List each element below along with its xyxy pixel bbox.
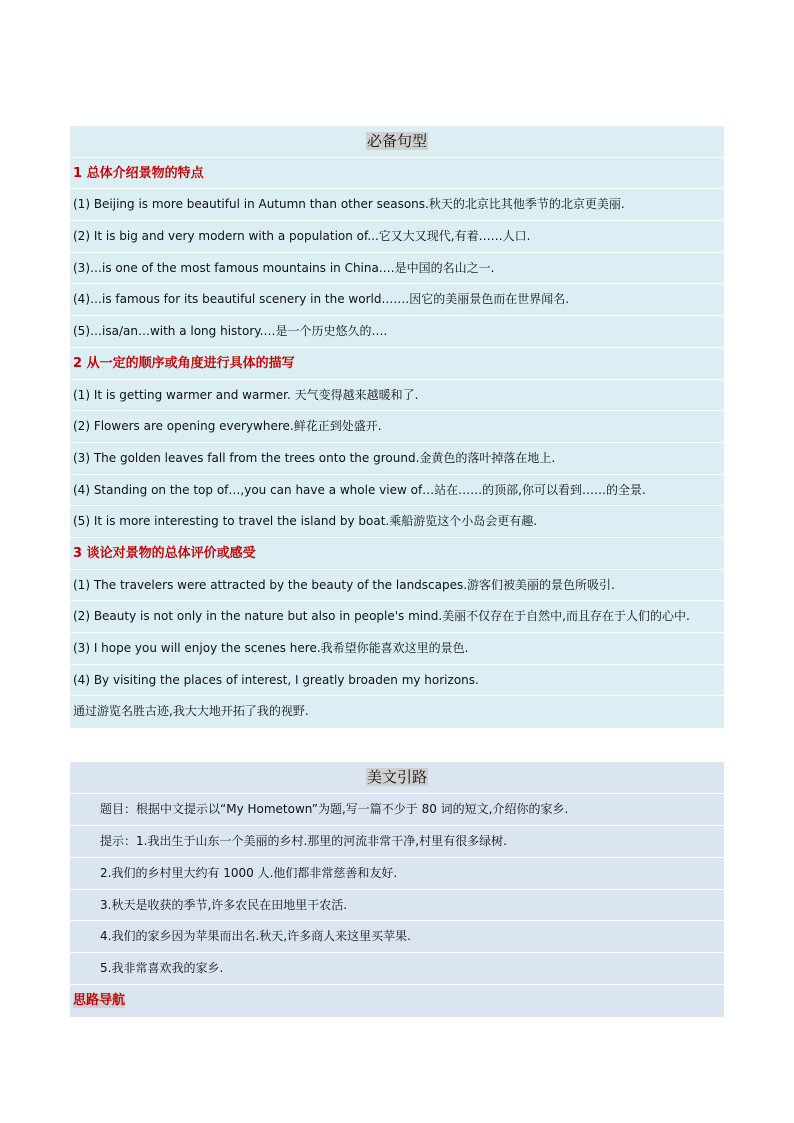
essay-line: 3.秋天是收获的季节,许多农民在田地里干农活. — [70, 890, 724, 922]
model-essay-section — [70, 762, 724, 1017]
essay-line: 4.我们的家乡因为苹果而出名.秋天,许多商人来这里买苹果. — [70, 921, 724, 953]
sentence-line: (2) Flowers are opening everywhere.鲜花正到处盛开. — [70, 411, 724, 443]
sentence-line: (4)…is famous for its beautiful scenery in the world.……因它的美丽景色而在世界闻名. — [70, 284, 724, 316]
sentence-line: (5)…isa/an…with a long history.…是一个历史悠久的…. — [70, 316, 724, 348]
sentence-line: (3) The golden leaves fall from the trees onto the ground.金黄色的落叶掉落在地上. — [70, 443, 724, 475]
sentence-line: (2) Beauty is not only in the nature but also in people's mind.美丽不仅存在于自然中,而且存在于人们的心中. — [70, 601, 724, 633]
outline-heading: 思路导航 — [73, 993, 126, 1009]
heading-3: 3 谈论对景物的总体评价或感受 — [70, 538, 724, 570]
sentence-line: (4) Standing on the top of…,you can have a whole view of…站在……的顶部,你可以看到……的全景. — [70, 475, 724, 507]
sentence-line: (3)…is one of the most famous mountains in China.…是中国的名山之一. — [70, 253, 724, 285]
sentence-line: (2) It is big and very modern with a population of...它又大又现代,有着……人口. — [70, 221, 724, 253]
heading-2: 2 从一定的顺序或角度进行具体的描写 — [70, 348, 724, 380]
section-title: 必备句型 — [70, 126, 724, 158]
sentence-patterns-section — [70, 126, 724, 728]
sentence-line: (5) It is more interesting to travel the island by boat.乘船游览这个小岛会更有趣. — [70, 506, 724, 538]
sentence-line: (4) By visiting the places of interest, I greatly broaden my horizons. — [70, 665, 724, 697]
sentence-line: (1) It is getting warmer and warmer. 天气变得越来越暖和了. — [70, 380, 724, 412]
sentence-line: (1) Beijing is more beautiful in Autumn than other seasons.秋天的北京比其他季节的北京更美丽. — [70, 189, 724, 221]
sentence-line: (1) The travelers were attracted by the beauty of the landscapes.游客们被美丽的景色所吸引. — [70, 570, 724, 602]
essay-line: 5.我非常喜欢我的家乡. — [70, 953, 724, 985]
heading-1: 1 总体介绍景物的特点 — [70, 158, 724, 190]
sentence-line: 通过游览名胜古迹,我大大地开拓了我的视野. — [73, 704, 309, 719]
section-title: 美文引路 — [70, 762, 724, 794]
essay-line: 提示：1.我出生于山东一个美丽的乡村.那里的河流非常干净,村里有很多绿树. — [70, 826, 724, 858]
sentence-line: (3) I hope you will enjoy the scenes here.我希望你能喜欢这里的景色. — [70, 633, 724, 665]
essay-line: 题目：根据中文提示以“My Hometown”为题,写一篇不少于 80 词的短文,介绍你的家乡. — [70, 794, 724, 826]
essay-line: 2.我们的乡村里大约有 1000 人.他们都非常慈善和友好. — [70, 858, 724, 890]
